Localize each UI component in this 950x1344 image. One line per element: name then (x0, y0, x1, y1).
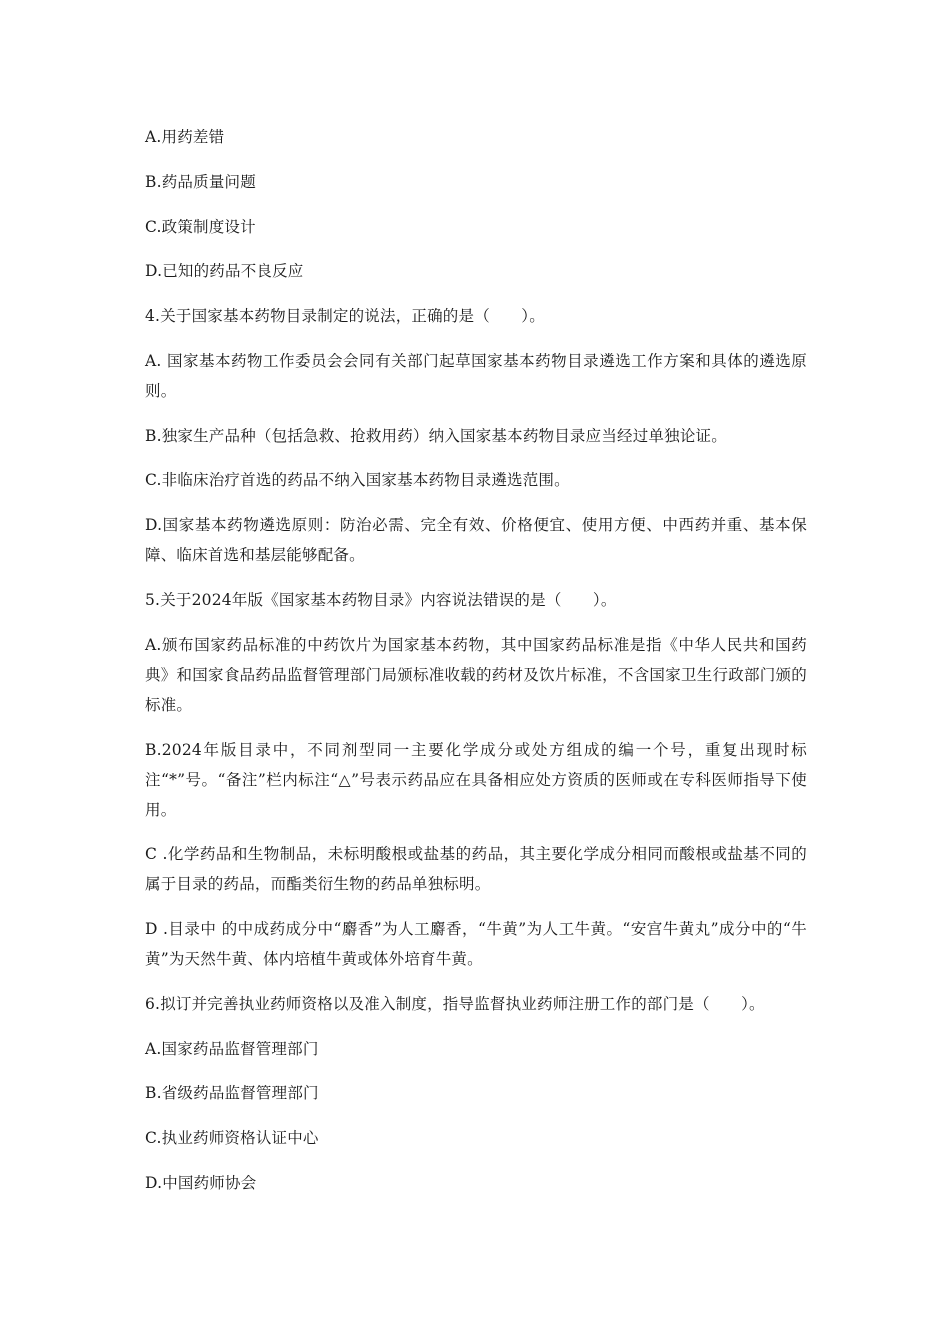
q5-option-c: C .化学药品和生物制品，未标明酸根或盐基的药品，其主要化学成分相同而酸根或盐基不同的属于目录的药品，而酯类衍生物的药品单独标明。 (145, 845, 807, 893)
q6-option-d: D.中国药师协会 (145, 1174, 257, 1192)
q6-option-c: C.执业药师资格认证中心 (145, 1129, 319, 1147)
q6-option-a: A.国家药品监督管理部门 (145, 1040, 319, 1058)
q3-option-b: B.药品质量问题 (145, 173, 256, 191)
q5-option-d: D .目录中 的中成药成分中“麝香”为人工麝香，“牛黄”为人工牛黄。“安宫牛黄丸”成分中的“牛黄”为天然牛黄、体内培植牛黄或体外培育牛黄。 (145, 920, 807, 968)
q4-option-b: B.独家生产品种（包括急救、抢救用药）纳入国家基本药物目录应当经过单独论证。 (145, 427, 727, 445)
q5-question: 5.关于2024年版《国家基本药物目录》内容说法错误的是（ ）。 (145, 591, 617, 609)
q4-question: 4.关于国家基本药物目录制定的说法，正确的是（ ）。 (145, 307, 545, 325)
q5-option-a: A.颁布国家药品标准的中药饮片为国家基本药物，其中国家药品标准是指《中华人民共和国药典》和国家食品药品监督管理部门局颁标准收载的药材及饮片标准，不含国家卫生行政部门颁的标准。 (145, 636, 807, 714)
q4-option-a: A. 国家基本药物工作委员会会同有关部门起草国家基本药物目录遴选工作方案和具体的遴选原则。 (145, 352, 807, 400)
q3-option-a: A.用药差错 (145, 128, 225, 146)
q4-option-c: C.非临床治疗首选的药品不纳入国家基本药物目录遴选范围。 (145, 471, 570, 489)
q5-option-b: B.2024年版目录中，不同剂型同一主要化学成分或处方组成的编一个号，重复出现时标注“*”号。“备注”栏内标注“△”号表示药品应在具备相应处方资质的医师或在专科医师指导下使用。 (145, 741, 807, 819)
q6-option-b: B.省级药品监督管理部门 (145, 1084, 319, 1102)
q4-option-d: D.国家基本药物遴选原则：防治必需、完全有效、价格便宜、使用方便、中西药并重、基本保障、临床首选和基层能够配备。 (145, 516, 807, 564)
q3-option-c: C.政策制度设计 (145, 218, 256, 236)
q6-question: 6.拟订并完善执业药师资格以及准入制度，指导监督执业药师注册工作的部门是（ ）。 (145, 995, 765, 1013)
q3-option-d: D.已知的药品不良反应 (145, 262, 304, 280)
